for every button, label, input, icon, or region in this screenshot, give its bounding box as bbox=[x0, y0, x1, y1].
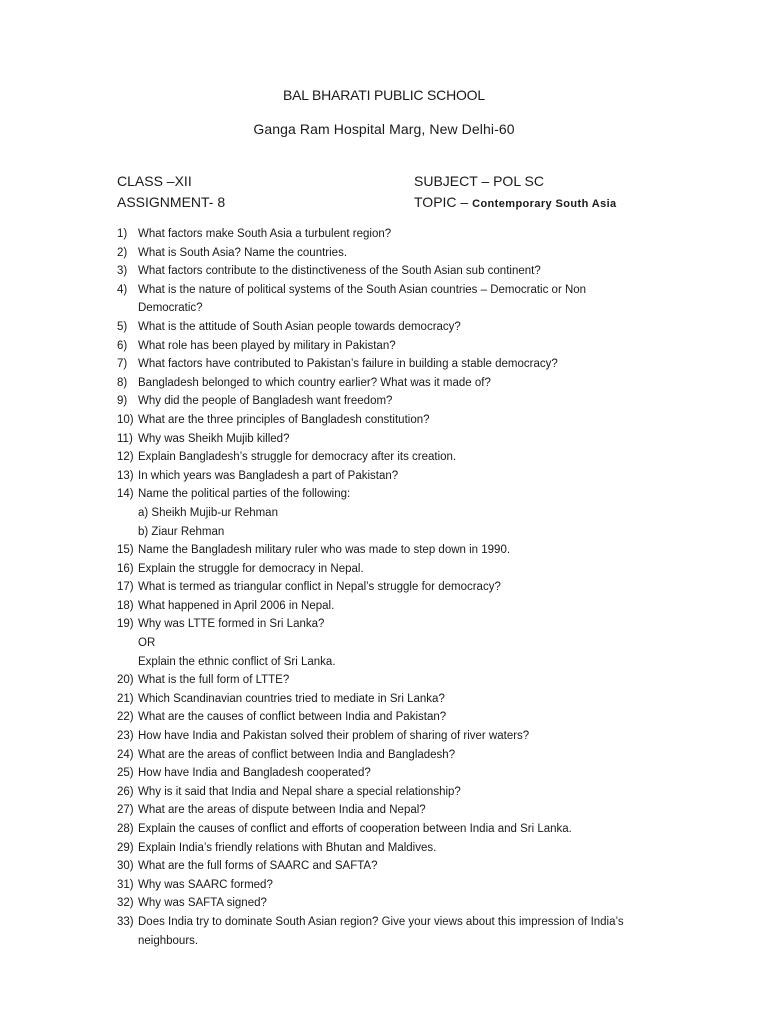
question-text: What is the nature of political systems of the South Asian countries – Democratic or Non bbox=[138, 283, 587, 296]
question-item bbox=[117, 374, 677, 393]
question-number: 9) bbox=[117, 395, 128, 408]
class-label: CLASS –XII bbox=[117, 173, 192, 189]
question-text: What are the areas of conflict between India and Bangladesh? bbox=[138, 748, 456, 761]
question-number: 24) bbox=[117, 748, 134, 761]
question-item bbox=[117, 318, 677, 337]
question-number: 20) bbox=[117, 674, 134, 687]
question-text: Why was SAARC formed? bbox=[138, 878, 273, 891]
meta-right bbox=[414, 171, 617, 213]
question-text: Explain India’s friendly relations with Bhutan and Maldives. bbox=[138, 841, 437, 854]
question-item bbox=[117, 876, 677, 895]
question-text: Why was Sheikh Mujib killed? bbox=[138, 432, 290, 445]
question-number: 2) bbox=[117, 246, 128, 259]
question-number: 27) bbox=[117, 804, 134, 817]
question-item bbox=[117, 894, 677, 913]
question-item bbox=[117, 597, 677, 616]
topic-prefix: TOPIC – bbox=[414, 194, 473, 210]
question-number: 5) bbox=[117, 320, 128, 333]
question-text: Why did the people of Bangladesh want freedom? bbox=[138, 395, 393, 408]
question-continuation: b) Ziaur Rehman bbox=[138, 525, 225, 538]
question-item bbox=[117, 783, 677, 802]
question-item bbox=[117, 541, 677, 560]
question-text: Bangladesh belonged to which country earlier? What was it made of? bbox=[138, 376, 491, 389]
question-item bbox=[117, 485, 677, 541]
question-number: 14) bbox=[117, 488, 134, 501]
question-list bbox=[117, 225, 677, 950]
question-number: 3) bbox=[117, 265, 128, 278]
question-text: What are the three principles of Bangladesh constitution? bbox=[138, 413, 430, 426]
question-text: What happened in April 2006 in Nepal. bbox=[138, 599, 335, 612]
question-number: 12) bbox=[117, 451, 134, 464]
question-number: 30) bbox=[117, 860, 134, 873]
question-number: 15) bbox=[117, 544, 134, 557]
question-text: How have India and Bangladesh cooperated? bbox=[138, 767, 371, 780]
question-number: 21) bbox=[117, 692, 134, 705]
question-item bbox=[117, 411, 677, 430]
question-item bbox=[117, 578, 677, 597]
question-number: 17) bbox=[117, 581, 134, 594]
question-number: 16) bbox=[117, 562, 134, 575]
question-item bbox=[117, 727, 677, 746]
question-item bbox=[117, 801, 677, 820]
question-number: 25) bbox=[117, 767, 134, 780]
question-text: What is the full form of LTTE? bbox=[138, 674, 290, 687]
question-continuation: Explain the ethnic conflict of Sri Lanka. bbox=[138, 655, 336, 668]
question-text: What factors have contributed to Pakistan’s failure in building a stable democracy? bbox=[138, 358, 558, 371]
question-item bbox=[117, 671, 677, 690]
question-item bbox=[117, 244, 677, 263]
question-number: 26) bbox=[117, 785, 134, 798]
subject-label: SUBJECT – POL SC bbox=[414, 173, 544, 189]
question-number: 7) bbox=[117, 358, 128, 371]
question-item bbox=[117, 448, 677, 467]
question-number: 4) bbox=[117, 283, 128, 296]
question-continuation: Democratic? bbox=[138, 302, 203, 315]
question-item bbox=[117, 430, 677, 449]
question-number: 19) bbox=[117, 618, 134, 631]
question-text: What is termed as triangular conflict in Nepal’s struggle for democracy? bbox=[138, 581, 501, 594]
question-continuation: a) Sheikh Mujib-ur Rehman bbox=[138, 506, 278, 519]
assignment-label: ASSIGNMENT- 8 bbox=[117, 194, 226, 210]
question-number: 22) bbox=[117, 711, 134, 724]
question-text: In which years was Bangladesh a part of Pakistan? bbox=[138, 469, 399, 482]
question-item bbox=[117, 764, 677, 783]
question-text: How have India and Pakistan solved their problem of sharing of river waters? bbox=[138, 730, 530, 743]
question-number: 10) bbox=[117, 413, 134, 426]
question-item bbox=[117, 392, 677, 411]
meta-left bbox=[117, 171, 225, 213]
question-item bbox=[117, 839, 677, 858]
question-continuation: neighbours. bbox=[138, 934, 199, 947]
question-text: Why was SAFTA signed? bbox=[138, 897, 267, 910]
question-item bbox=[117, 560, 677, 579]
question-number: 29) bbox=[117, 841, 134, 854]
question-text: What are the full forms of SAARC and SAFTA? bbox=[138, 860, 378, 873]
question-text: What are the areas of dispute between India and Nepal? bbox=[138, 804, 426, 817]
topic-line bbox=[414, 192, 617, 213]
question-item bbox=[117, 690, 677, 709]
question-item bbox=[117, 281, 677, 318]
question-item bbox=[117, 913, 677, 950]
question-number: 1) bbox=[117, 228, 128, 240]
question-number: 23) bbox=[117, 730, 134, 743]
question-number: 32) bbox=[117, 897, 134, 910]
question-item bbox=[117, 467, 677, 486]
question-item bbox=[117, 225, 677, 244]
question-text: What factors contribute to the distinctiveness of the South Asian sub continent? bbox=[138, 265, 541, 278]
question-number: 28) bbox=[117, 823, 134, 835]
question-text: What is the attitude of South Asian people towards democracy? bbox=[138, 320, 461, 333]
question-text: Explain Bangladesh’s struggle for democracy after its creation. bbox=[138, 451, 457, 464]
question-number: 11) bbox=[117, 432, 133, 445]
question-item bbox=[117, 746, 677, 765]
question-text: Explain the causes of conflict and efforts of cooperation between India and Sri Lanka. bbox=[138, 823, 572, 835]
question-text: Name the political parties of the following: bbox=[138, 488, 351, 501]
question-item bbox=[117, 857, 677, 876]
question-text: Does India try to dominate South Asian region? Give your views about this impression of India’s bbox=[138, 915, 624, 928]
question-item bbox=[117, 262, 677, 281]
question-text: What is South Asia? Name the countries. bbox=[138, 246, 348, 259]
question-item bbox=[117, 708, 677, 727]
question-text: What role has been played by military in Pakistan? bbox=[138, 339, 396, 352]
question-number: 8) bbox=[117, 376, 128, 389]
question-item bbox=[117, 337, 677, 356]
question-number: 13) bbox=[117, 469, 134, 482]
question-number: 6) bbox=[117, 339, 128, 352]
question-text: Which Scandinavian countries tried to mediate in Sri Lanka? bbox=[138, 692, 445, 705]
question-item bbox=[117, 820, 677, 839]
question-text: What are the causes of conflict between India and Pakistan? bbox=[138, 711, 447, 724]
school-address: Ganga Ram Hospital Marg, New Delhi-60 bbox=[253, 121, 515, 137]
question-number: 33) bbox=[117, 915, 134, 928]
question-item bbox=[117, 355, 677, 374]
question-text: Name the Bangladesh military ruler who was made to step down in 1990. bbox=[138, 544, 511, 557]
question-text: Explain the struggle for democracy in Nepal. bbox=[138, 562, 364, 575]
question-text: Why was LTTE formed in Sri Lanka? bbox=[138, 618, 325, 631]
question-text: Why is it said that India and Nepal share a special relationship? bbox=[138, 785, 461, 798]
question-number: 31) bbox=[117, 878, 134, 891]
school-name: BAL BHARATI PUBLIC SCHOOL bbox=[283, 87, 485, 103]
question-continuation: OR bbox=[138, 637, 156, 650]
question-text: What factors make South Asia a turbulent region? bbox=[138, 228, 392, 240]
question-item bbox=[117, 615, 677, 671]
topic-value: Contemporary South Asia bbox=[472, 198, 617, 210]
question-number: 18) bbox=[117, 599, 134, 612]
